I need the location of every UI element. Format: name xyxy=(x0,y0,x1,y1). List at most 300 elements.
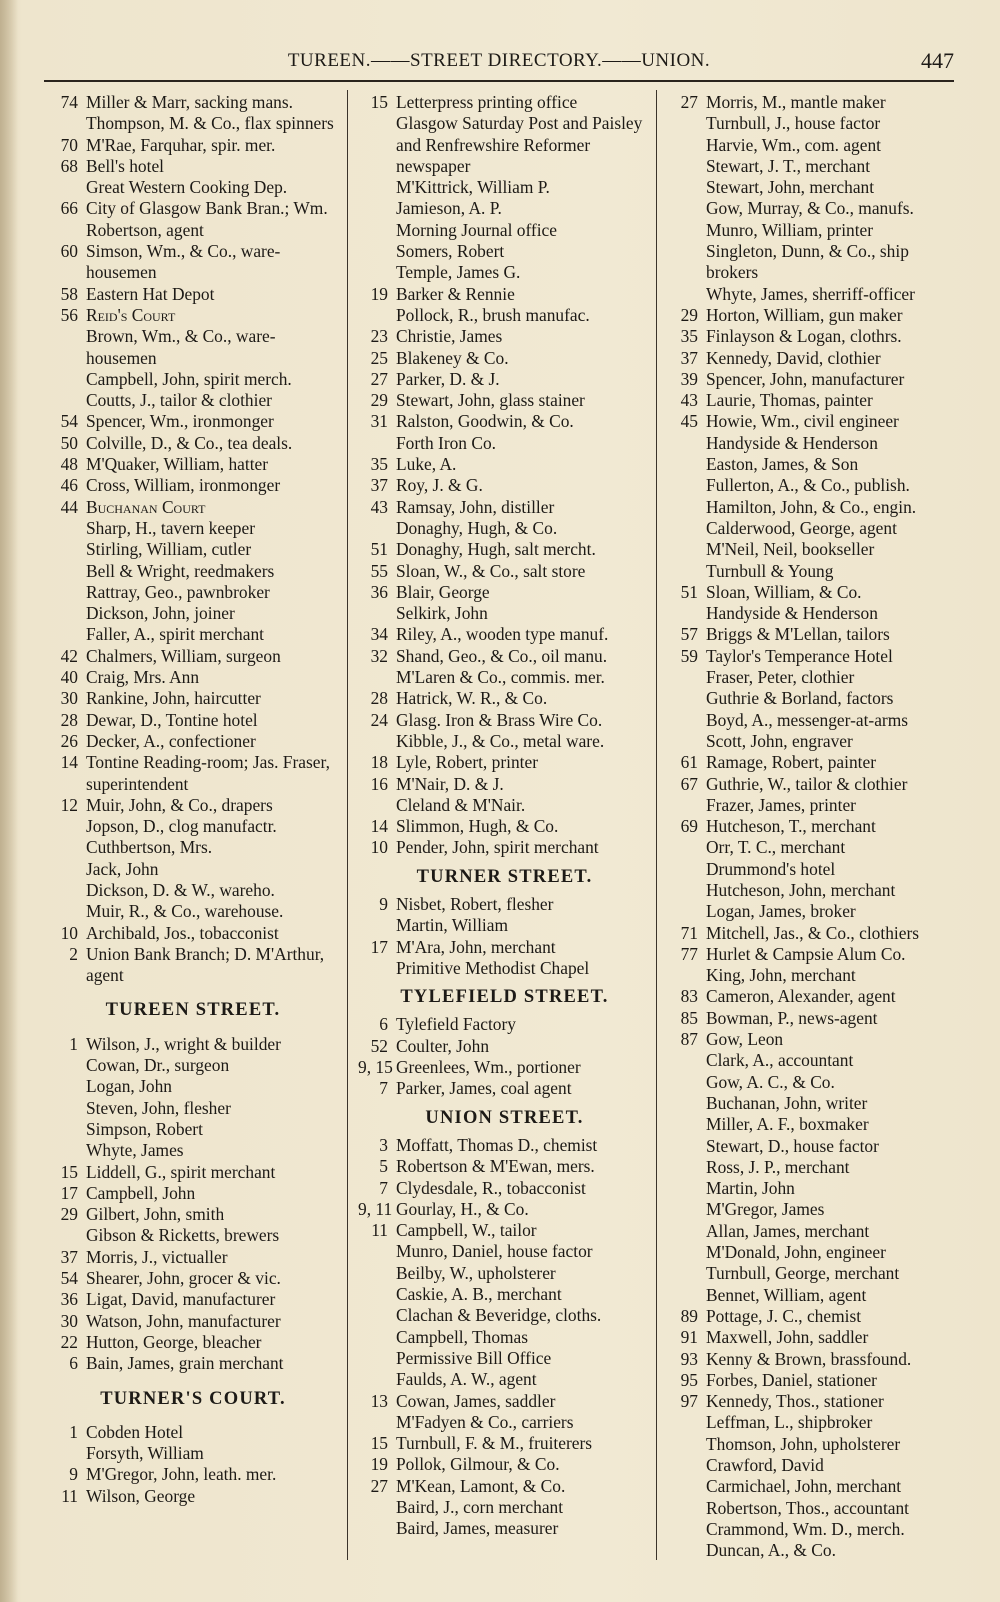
entry-text: Gilbert, John, smith xyxy=(86,1204,225,1225)
directory-entry xyxy=(358,1348,651,1369)
entry-text: Howie, Wm., civil engineer xyxy=(706,411,899,432)
entry-text: Thomson, John, upholsterer xyxy=(706,1433,901,1454)
house-number: 51 xyxy=(370,539,388,560)
directory-entry xyxy=(668,1498,964,1519)
house-number: 28 xyxy=(60,709,78,730)
directory-entry xyxy=(48,433,338,454)
house-number: 66 xyxy=(60,198,78,219)
house-number: 24 xyxy=(370,709,388,730)
directory-entry xyxy=(358,220,651,241)
house-number: 27 xyxy=(370,1475,388,1496)
entry-text: Donaghy, Hugh, & Co. xyxy=(396,517,558,538)
tylefield-street-entries xyxy=(358,1014,651,1099)
entry-text: Whyte, James xyxy=(86,1140,184,1161)
directory-entry xyxy=(48,135,338,156)
entry-text: Maxwell, John, saddler xyxy=(706,1327,869,1348)
page-number: 447 xyxy=(921,48,954,73)
directory-entry xyxy=(48,1183,338,1204)
house-number: 54 xyxy=(60,411,78,432)
entry-text: Turnbull, George, merchant xyxy=(706,1263,900,1284)
directory-entry xyxy=(48,1055,338,1076)
directory-entry xyxy=(668,369,964,390)
entry-text: Dewar, D., Tontine hotel xyxy=(86,709,258,730)
house-number: 31 xyxy=(370,411,388,432)
directory-entry xyxy=(668,646,964,667)
entry-text: Robertson & M'Ewan, mers. xyxy=(396,1156,595,1177)
entry-text: Easton, James, & Son xyxy=(706,454,859,475)
house-number: 25 xyxy=(370,347,388,368)
house-number: 51 xyxy=(680,581,698,602)
directory-entry xyxy=(358,305,651,326)
column-3 xyxy=(668,92,964,1562)
directory-entry xyxy=(48,1076,338,1097)
house-number: 71 xyxy=(680,922,698,943)
directory-entry xyxy=(668,1391,964,1412)
directory-entry xyxy=(358,348,651,369)
entry-text: Bell's hotel xyxy=(86,155,165,176)
house-number: 29 xyxy=(370,390,388,411)
entry-text: Bain, James, grain merchant xyxy=(86,1353,284,1374)
entry-text: Kennedy, David, clothier xyxy=(706,347,881,368)
house-number: 37 xyxy=(60,1246,78,1267)
directory-entry xyxy=(48,837,338,858)
entry-text: M'Neil, Neil, bookseller xyxy=(706,539,875,560)
entry-text: Ross, J. P., merchant xyxy=(706,1156,850,1177)
entry-text: Glasg. Iron & Brass Wire Co. xyxy=(396,709,603,730)
entry-text: M'Donald, John, engineer xyxy=(706,1242,886,1263)
column-divider-1 xyxy=(347,90,348,1560)
house-number: 44 xyxy=(60,496,78,517)
entry-text: Handyside & Henderson xyxy=(706,432,878,453)
directory-entry xyxy=(48,518,338,539)
entry-text: Selkirk, John xyxy=(396,603,488,624)
directory-entry xyxy=(668,433,964,454)
entry-text: Laurie, Thomas, painter xyxy=(706,390,873,411)
union-street-entries xyxy=(358,1135,651,1540)
directory-entry xyxy=(48,539,338,560)
entry-text: Bell & Wright, reedmakers xyxy=(86,560,275,581)
house-number: 42 xyxy=(60,645,78,666)
entry-text: Jack, John xyxy=(86,858,159,879)
directory-entry xyxy=(48,582,338,603)
house-number: 16 xyxy=(370,773,388,794)
entry-text: Scott, John, engraver xyxy=(706,730,853,751)
directory-entry xyxy=(668,603,964,624)
directory-entry xyxy=(358,475,651,496)
entry-text: Crammond, Wm. D., merch. xyxy=(706,1518,905,1539)
directory-entry xyxy=(48,390,338,411)
directory-entry xyxy=(668,1519,964,1540)
entry-text: Simpson, Robert xyxy=(86,1118,203,1139)
directory-entry xyxy=(48,624,338,645)
entry-text: Coulter, John xyxy=(396,1035,490,1056)
column-1-entries xyxy=(48,92,338,986)
entry-text: M'Gregor, John, leath. mer. xyxy=(86,1464,277,1485)
entry-text: Turnbull, J., house factor xyxy=(706,113,881,134)
entry-text: Mitchell, Jas., & Co., clothiers xyxy=(706,922,920,943)
directory-entry xyxy=(358,518,651,539)
directory-entry xyxy=(668,1540,964,1561)
entry-text: Lyle, Robert, printer xyxy=(396,752,538,773)
directory-entry xyxy=(358,1263,651,1284)
directory-entry xyxy=(668,774,964,795)
directory-entry xyxy=(358,1433,651,1454)
directory-entry xyxy=(668,1306,964,1327)
house-number: 5 xyxy=(379,1156,388,1177)
house-number: 29 xyxy=(60,1204,78,1225)
entry-text: Cross, William, ironmonger xyxy=(86,475,281,496)
house-number: 1 xyxy=(69,1421,78,1442)
directory-entry xyxy=(358,1327,651,1348)
directory-entry xyxy=(668,624,964,645)
directory-entry xyxy=(358,1391,651,1412)
directory-entry xyxy=(358,1476,651,1497)
directory-entry xyxy=(668,965,964,986)
street-heading-turner: TURNER STREET. xyxy=(416,866,593,887)
entry-text: Reid's Court xyxy=(86,304,176,325)
entry-text: M'Fadyen & Co., carriers xyxy=(396,1411,574,1432)
entry-text: Carmichael, John, merchant xyxy=(706,1476,902,1497)
directory-entry xyxy=(48,752,338,795)
entry-text: Gibson & Ricketts, brewers xyxy=(86,1225,280,1246)
entry-text: Handyside & Henderson xyxy=(706,603,878,624)
house-number: 6 xyxy=(379,1014,388,1035)
directory-entry xyxy=(668,241,964,284)
entry-text: Turnbull, F. & M., fruiterers xyxy=(396,1433,593,1454)
entry-text: Steven, John, flesher xyxy=(86,1097,231,1118)
entry-text: Crawford, David xyxy=(706,1455,824,1475)
entry-text: Campbell, John xyxy=(86,1182,196,1203)
entry-text: Calderwood, George, agent xyxy=(706,517,897,538)
directory-entry xyxy=(358,603,651,624)
directory-entry xyxy=(668,113,964,134)
directory-entry xyxy=(668,1008,964,1029)
directory-entry xyxy=(668,944,964,965)
house-number: 46 xyxy=(60,475,78,496)
directory-entry xyxy=(668,198,964,219)
house-number: 58 xyxy=(60,283,78,304)
house-number: 83 xyxy=(680,986,698,1007)
directory-entry xyxy=(668,1327,964,1348)
directory-entry xyxy=(358,1369,651,1390)
directory-entry xyxy=(48,944,338,987)
entry-text: Letterpress printing office xyxy=(396,92,578,112)
entry-text: Turnbull & Young xyxy=(706,560,834,581)
directory-entry xyxy=(48,1443,338,1464)
directory-entry xyxy=(48,156,338,177)
entry-text: Nisbet, Robert, flesher xyxy=(396,893,554,914)
house-number: 70 xyxy=(60,134,78,155)
directory-entry xyxy=(48,284,338,305)
entry-text: Stewart, John, merchant xyxy=(706,177,875,198)
entry-text: Wilson, J., wright & builder xyxy=(86,1033,281,1054)
entry-text: Stewart, John, glass stainer xyxy=(396,390,585,411)
directory-entry xyxy=(48,795,338,816)
entry-text: Fullerton, A., & Co., publish. xyxy=(706,475,910,496)
directory-entry xyxy=(668,1242,964,1263)
entry-text: Pender, John, spirit merchant xyxy=(396,837,599,858)
directory-entry xyxy=(668,1370,964,1391)
entry-text: Duncan, A., & Co. xyxy=(706,1540,836,1561)
street-heading-tylefield: TYLEFIELD STREET. xyxy=(400,987,609,1008)
entry-text: Pollock, R., brush manufac. xyxy=(396,304,590,325)
entry-text: Liddell, G., spirit merchant xyxy=(86,1161,276,1182)
house-number: 95 xyxy=(680,1369,698,1390)
house-number: 15 xyxy=(60,1161,78,1182)
house-number: 97 xyxy=(680,1391,698,1412)
entry-text: Morning Journal office xyxy=(396,219,557,240)
entry-text: Harvie, Wm., com. agent xyxy=(706,134,881,155)
entry-text: M'Nair, D. & J. xyxy=(396,773,504,794)
directory-entry xyxy=(358,497,651,518)
directory-entry xyxy=(358,390,651,411)
entry-text: Hutton, George, bleacher xyxy=(86,1331,262,1352)
directory-entry xyxy=(668,923,964,944)
house-number: 35 xyxy=(680,326,698,347)
entry-text: Pottage, J. C., chemist xyxy=(706,1305,862,1326)
directory-entry xyxy=(358,1412,651,1433)
directory-entry xyxy=(48,1311,338,1332)
directory-entry xyxy=(668,1157,964,1178)
directory-entry xyxy=(358,1518,651,1539)
directory-entry xyxy=(48,113,338,134)
entry-text: Roy, J. & G. xyxy=(396,475,483,496)
directory-entry xyxy=(358,1454,651,1475)
entry-text: Sloan, William, & Co. xyxy=(706,581,862,602)
house-number: 27 xyxy=(680,92,698,112)
entry-text: Ramsay, John, distiller xyxy=(396,496,555,517)
house-number: 23 xyxy=(370,326,388,347)
directory-entry xyxy=(48,241,338,284)
directory-entry xyxy=(668,837,964,858)
entry-text: Gow, A. C., & Co. xyxy=(706,1071,835,1092)
directory-entry xyxy=(358,433,651,454)
house-number: 39 xyxy=(680,368,698,389)
entry-text: Gow, Murray, & Co., manufs. xyxy=(706,198,914,219)
house-number: 36 xyxy=(370,581,388,602)
entry-text: Gow, Leon xyxy=(706,1029,784,1050)
street-heading-turners-court: TURNER'S COURT. xyxy=(100,1388,286,1409)
house-number: 36 xyxy=(60,1289,78,1310)
house-number: 74 xyxy=(60,92,78,112)
directory-entry xyxy=(358,454,651,475)
entry-text: Spencer, John, manufacturer xyxy=(706,368,905,389)
directory-entry xyxy=(358,837,651,858)
street-heading-tureen: TUREEN STREET. xyxy=(105,1000,281,1021)
entry-text: Cobden Hotel xyxy=(86,1421,184,1442)
house-number: 19 xyxy=(370,283,388,304)
directory-entry xyxy=(668,667,964,688)
directory-entry xyxy=(48,880,338,901)
entry-text: Tylefield Factory xyxy=(396,1014,516,1035)
directory-entry xyxy=(358,958,651,979)
directory-entry xyxy=(668,135,964,156)
header-rule xyxy=(44,80,954,82)
entry-text: Robertson, Thos., accountant xyxy=(706,1497,910,1518)
entry-text: Briggs & M'Lellan, tailors xyxy=(706,624,890,645)
directory-entry xyxy=(358,1078,651,1099)
directory-entry xyxy=(358,113,651,177)
directory-entry xyxy=(48,177,338,198)
house-number: 19 xyxy=(370,1454,388,1475)
house-number: 10 xyxy=(60,922,78,943)
house-number: 37 xyxy=(370,475,388,496)
column-2-entries xyxy=(358,92,651,859)
directory-entry xyxy=(668,1072,964,1093)
house-number: 11 xyxy=(61,1485,78,1506)
directory-entry xyxy=(48,667,338,688)
entry-text: Eastern Hat Depot xyxy=(86,283,215,304)
directory-entry xyxy=(358,262,651,283)
entry-text: Logan, John xyxy=(86,1076,172,1097)
entry-text: Orr, T. C., merchant xyxy=(706,837,846,858)
entry-text: Bowman, P., news-agent xyxy=(706,1007,878,1028)
column-1 xyxy=(48,92,338,1562)
directory-entry xyxy=(48,305,338,326)
directory-entry xyxy=(668,348,964,369)
entry-text: Kibble, J., & Co., metal ware. xyxy=(396,730,605,751)
house-number: 26 xyxy=(60,730,78,751)
directory-entry xyxy=(668,880,964,901)
directory-entry xyxy=(48,561,338,582)
directory-entry xyxy=(358,624,651,645)
entry-text: Drummond's hotel xyxy=(706,858,836,879)
entry-text: Forth Iron Co. xyxy=(396,432,496,453)
directory-entry xyxy=(48,1332,338,1353)
house-number: 60 xyxy=(60,241,78,262)
entry-text: Guthrie & Borland, factors xyxy=(706,688,894,709)
entry-text: Cameron, Alexander, agent xyxy=(706,986,896,1007)
entry-text: Gourlay, H., & Co. xyxy=(396,1198,529,1219)
house-number: 57 xyxy=(680,624,698,645)
house-number: 29 xyxy=(680,304,698,325)
entry-text: Kenny & Brown, brassfound. xyxy=(706,1348,912,1369)
entry-text: Parker, D. & J. xyxy=(396,368,500,389)
directory-entry xyxy=(48,326,338,369)
directory-entry xyxy=(668,582,964,603)
entry-text: Bennet, William, agent xyxy=(706,1284,867,1305)
house-number: 28 xyxy=(370,688,388,709)
entry-text: Riley, A., wooden type manuf. xyxy=(396,624,609,645)
entry-text: Munro, Daniel, house factor xyxy=(396,1241,593,1262)
turners-court-entries xyxy=(48,1422,338,1507)
entry-text: Clydesdale, R., tobacconist xyxy=(396,1177,586,1198)
entry-text: Coutts, J., tailor & clothier xyxy=(86,390,272,411)
house-number: 69 xyxy=(680,816,698,837)
directory-entry xyxy=(48,1486,338,1507)
entry-text: Spencer, Wm., ironmonger xyxy=(86,411,274,432)
directory-entry xyxy=(48,603,338,624)
entry-text: Morris, J., victualler xyxy=(86,1246,228,1267)
entry-text: M'Kean, Lamont, & Co. xyxy=(396,1475,566,1496)
house-number: 59 xyxy=(680,645,698,666)
directory-entry xyxy=(48,1204,338,1225)
house-number: 15 xyxy=(370,1433,388,1454)
entry-text: Morris, M., mantle maker xyxy=(706,92,886,112)
directory-entry xyxy=(358,774,651,795)
house-number: 6 xyxy=(69,1353,78,1374)
directory-entry xyxy=(668,1434,964,1455)
house-number: 40 xyxy=(60,667,78,688)
entry-text: Greenlees, Wm., portioner xyxy=(396,1057,581,1078)
column-2 xyxy=(358,92,651,1562)
house-number: 45 xyxy=(680,411,698,432)
entry-text: Miller & Marr, sacking mans. xyxy=(86,92,293,112)
directory-entry xyxy=(358,1305,651,1326)
directory-entry xyxy=(668,816,964,837)
entry-text: Stirling, William, cutler xyxy=(86,539,252,560)
column-3-entries xyxy=(668,92,964,1561)
entry-text: Buchanan Court xyxy=(86,496,206,517)
house-number: 56 xyxy=(60,304,78,325)
entry-text: Munro, William, printer xyxy=(706,219,874,240)
directory-entry xyxy=(668,1178,964,1199)
entry-text: Ramage, Robert, painter xyxy=(706,752,876,773)
entry-text: Brown, Wm., & Co., ware-housemen xyxy=(86,326,276,368)
directory-entry xyxy=(358,326,651,347)
entry-text: Decker, A., confectioner xyxy=(86,730,256,751)
directory-entry xyxy=(668,156,964,177)
house-number: 43 xyxy=(370,496,388,517)
entry-text: Jamieson, A. P. xyxy=(396,198,502,219)
directory-entry xyxy=(668,326,964,347)
directory-entry xyxy=(358,1135,651,1156)
entry-text: Somers, Robert xyxy=(396,241,505,262)
entry-text: Glasgow Saturday Post and Paisley and Renfrewshire Reformer newspaper xyxy=(396,113,643,176)
directory-entry xyxy=(668,518,964,539)
directory-entry xyxy=(48,1353,338,1374)
house-number: 54 xyxy=(60,1268,78,1289)
house-number: 43 xyxy=(680,390,698,411)
house-number: 30 xyxy=(60,688,78,709)
entry-text: M'Kittrick, William P. xyxy=(396,177,550,198)
directory-entry xyxy=(48,816,338,837)
entry-text: Logan, James, broker xyxy=(706,901,856,922)
entry-text: Luke, A. xyxy=(396,454,457,475)
directory-entry xyxy=(668,1093,964,1114)
house-number: 3 xyxy=(379,1134,388,1155)
entry-text: Faller, A., spirit merchant xyxy=(86,624,264,645)
directory-entry xyxy=(668,305,964,326)
house-number: 9, 11 xyxy=(358,1198,393,1219)
entry-text: Rankine, John, haircutter xyxy=(86,688,261,709)
directory-entry xyxy=(668,1199,964,1220)
house-number: 30 xyxy=(60,1310,78,1331)
entry-text: Taylor's Temperance Hotel xyxy=(706,645,893,666)
directory-entry xyxy=(358,561,651,582)
directory-entry xyxy=(358,241,651,262)
page-header xyxy=(44,48,954,78)
directory-entry xyxy=(48,1034,338,1055)
house-number: 35 xyxy=(370,454,388,475)
directory-entry xyxy=(668,1476,964,1497)
directory-entry xyxy=(668,497,964,518)
directory-entry xyxy=(358,710,651,731)
directory-entry xyxy=(668,92,964,113)
entry-text: Guthrie, W., tailor & clothier xyxy=(706,773,908,794)
directory-entry xyxy=(358,1220,651,1241)
entry-text: Hatrick, W. R., & Co. xyxy=(396,688,548,709)
directory-entry xyxy=(358,284,651,305)
entry-text: Caskie, A. B., merchant xyxy=(396,1284,562,1305)
house-number: 22 xyxy=(60,1331,78,1352)
entry-text: City of Glasgow Bank Bran.; Wm. Robertson, agent xyxy=(86,198,328,240)
directory-entry xyxy=(668,1029,964,1050)
entry-text: Leffman, L., shipbroker xyxy=(706,1412,873,1433)
entry-text: M'Rae, Farquhar, spir. mer. xyxy=(86,134,276,155)
entry-text: Muir, John, & Co., drapers xyxy=(86,794,273,815)
entry-text: Allan, James, merchant xyxy=(706,1220,870,1241)
